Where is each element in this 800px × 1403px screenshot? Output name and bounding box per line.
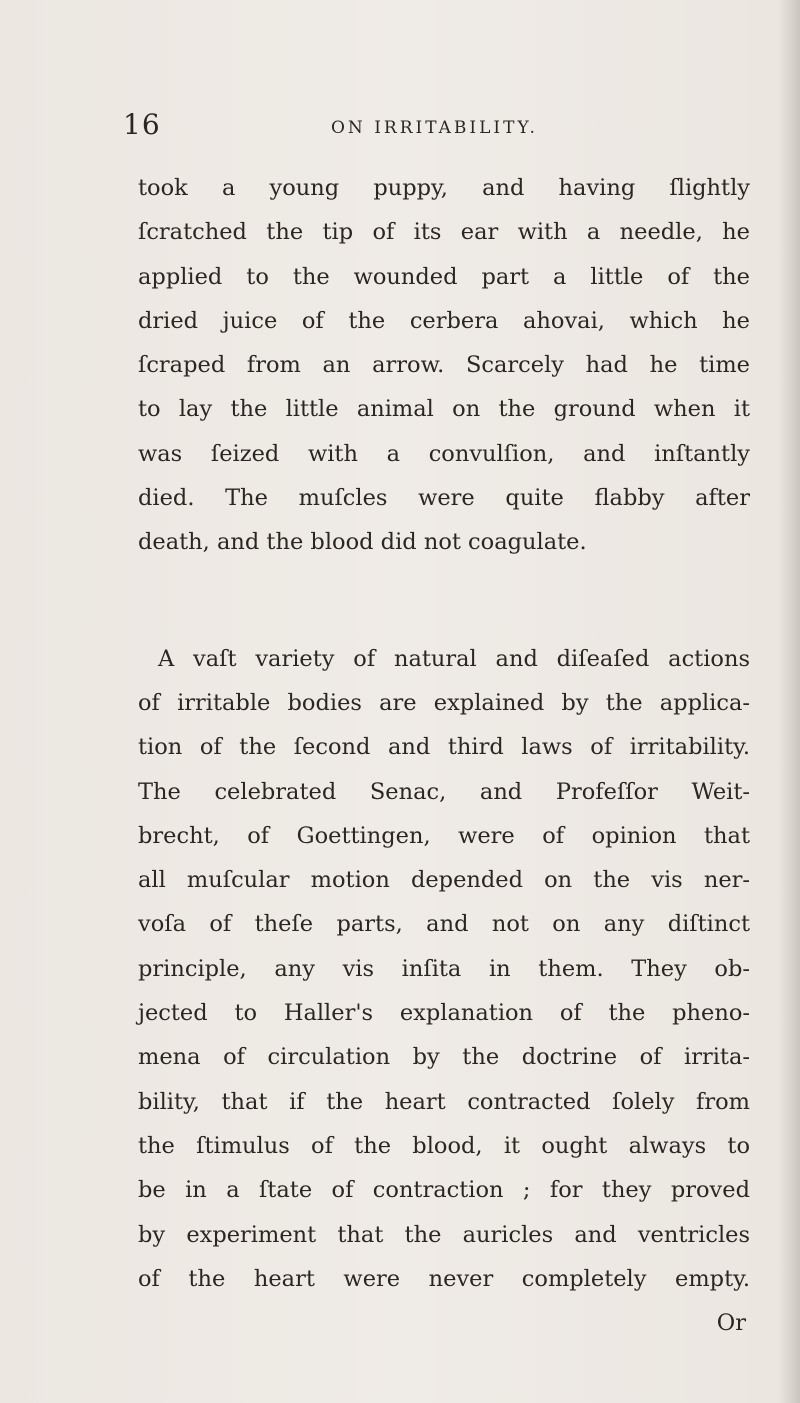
text-line: to lay the little animal on the ground when it <box>138 396 750 423</box>
text-line: voſa of theſe parts, and not on any diſtinct <box>138 911 750 938</box>
text-line: A vaſt variety of natural and diſeaſed actions <box>158 645 750 672</box>
text-line: was ſeized with a convulſion, and inſtantly <box>138 440 750 467</box>
text-line: brecht, of Goettingen, were of opinion that <box>138 822 750 849</box>
text-line: bility, that if the heart contracted ſolely from <box>138 1088 750 1115</box>
text-line: died. The muſcles were quite flabby after <box>138 485 750 512</box>
text-line: took a young puppy, and having ſlightly <box>138 175 750 201</box>
text-line: mena of circulation by the doctrine of irrita- <box>138 1044 750 1071</box>
paragraph-2 <box>138 637 750 1301</box>
text-line: The celebrated Senac, and Profeſſor Weit- <box>138 778 750 805</box>
text-line: principle, any vis inſita in them. They ob- <box>138 955 750 982</box>
text-line: tion of the ſecond and third laws of irritability. <box>138 734 750 761</box>
text-line: the ſtimulus of the blood, it ought always to <box>138 1132 750 1159</box>
paragraph-1 <box>138 166 750 565</box>
body-text <box>138 166 750 1345</box>
page-number: 16 <box>123 108 161 141</box>
text-line: ſcraped from an arrow. Scarcely had he time <box>138 352 750 379</box>
text-line: all muſcular motion depended on the vis ner- <box>138 867 750 894</box>
paragraph-gap <box>138 565 750 637</box>
running-head <box>123 108 683 148</box>
page-edge-shadow <box>778 0 800 1403</box>
text-line: jected to Haller's explanation of the pheno- <box>138 1000 750 1027</box>
running-title: ON IRRITABILITY. <box>331 118 538 138</box>
text-line: ſcratched the tip of its ear with a needle, he <box>138 219 750 246</box>
text-line: applied to the wounded part a little of the <box>138 263 750 290</box>
text-line: death, and the blood did not coagulate. <box>138 529 587 556</box>
text-line: be in a ſtate of contraction ; for they proved <box>138 1177 750 1204</box>
text-line: by experiment that the auricles and ventricles <box>138 1221 750 1248</box>
catchword: Or <box>716 1310 746 1337</box>
text-line: dried juice of the cerbera ahovai, which he <box>138 307 750 334</box>
text-line: of irritable bodies are explained by the applica- <box>138 689 750 716</box>
text-line: of the heart were never completely empty. <box>138 1265 750 1292</box>
